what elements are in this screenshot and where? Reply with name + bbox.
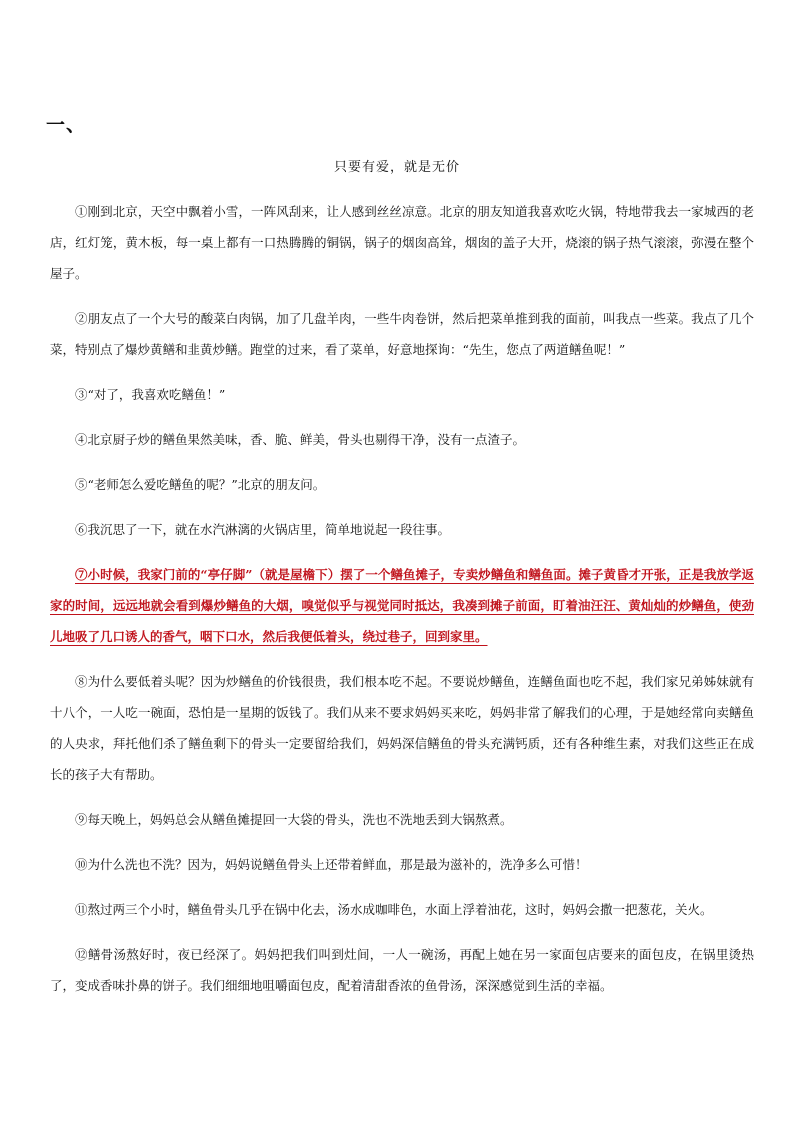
paragraph-6: ⑥我沉思了一下，就在水汽淋漓的火锅店里，简单地说起一段往事。 — [75, 522, 451, 537]
article-body — [50, 196, 754, 1015]
paragraph-4: ④北京厨子炒的鳝鱼果然美味，香、脆、鲜美，骨头也剔得干净，没有一点渣子。 — [75, 432, 526, 447]
paragraph-12: ⑫鳝骨汤熬好时，夜已经深了。妈妈把我们叫到灶间，一人一碗汤，再配上她在另一家面包店要来的面包皮，在锅里烫热了，变成香味扑鼻的饼子。我们细细地咀嚼面包皮，配着清甜香浓的鱼骨汤，深深感觉到生活的幸福。 — [50, 947, 754, 993]
paragraph-8: ⑧为什么要低着头呢？因为炒鳝鱼的价钱很贵，我们根本吃不起。不要说炒鳝鱼，连鳝鱼面也吃不起，我们家兄弟姊妹就有十八个，一人吃一碗面，恐怕是一星期的饭钱了。我们从来不要求妈妈买来吃，妈妈非常了解我们的心理，于是她经常向卖鳝鱼的人央求，拜托他们杀了鳝鱼剩下的骨头一定要留给我们，妈妈深信鳝鱼的骨头充满钙质，还有各种维生素，对我们这些正在成长的孩子大有帮助。 — [50, 674, 754, 782]
section-number: 一、 — [46, 114, 87, 136]
paragraph-11: ⑪熬过两三个小时，鳝鱼骨头几乎在锅中化去，汤水成咖啡色，水面上浮着油花，这时，妈妈会撒一把葱花，关火。 — [75, 902, 713, 917]
paragraph-3: ③“对了，我喜欢吃鳝鱼！” — [75, 387, 226, 402]
paragraph-9: ⑨每天晚上，妈妈总会从鳝鱼摊提回一大袋的骨头，洗也不洗地丢到大锅熬煮。 — [75, 812, 513, 827]
paragraph-1: ①刚到北京，天空中飘着小雪，一阵风刮来，让人感到丝丝凉意。北京的朋友知道我喜欢吃火锅，特地带我去一家城西的老店，红灯笼，黄木板，每一桌上都有一口热腾腾的铜锅，锅子的烟囱高耸，烟囱的盖子大开，烧滚的锅子热气滚滚，弥漫在整个屋子。 — [50, 204, 754, 281]
paragraph-10: ⑩为什么洗也不洗？因为，妈妈说鳝鱼骨头上还带着鲜血，那是最为滋补的，洗净多么可惜！ — [75, 857, 588, 872]
article-title: 只要有爱，就是无价 — [333, 160, 460, 175]
paragraph-2: ②朋友点了一个大号的酸菜白肉锅，加了几盘羊肉，一些牛肉卷饼，然后把菜单推到我的面前，叫我点一些菜。我点了几个菜，特别点了爆炒黄鳝和韭黄炒鳝。跑堂的过来，看了菜单，好意地探询：“先生，您点了两道鳝鱼呢！” — [50, 311, 754, 357]
paragraph-5: ⑤“老师怎么爱吃鳝鱼的呢？”北京的朋友问。 — [75, 477, 326, 492]
paragraph-7-highlighted: ⑦小时候，我家门前的“亭仔脚”（就是屋檐下）摆了一个鳝鱼摊子，专卖炒鳝鱼和鳝鱼面。摊子黄昏才开张，正是我放学返家的时间，远远地就会看到爆炒鳝鱼的大烟，嗅觉似乎与视觉同时抵达，我凑到摊子前面，盯着油汪汪、黄灿灿的炒鳝鱼，使劲儿地吸了几口诱人的香气，咽下口水，然后我便低着头，绕过巷子，回到家里。 — [50, 567, 754, 644]
